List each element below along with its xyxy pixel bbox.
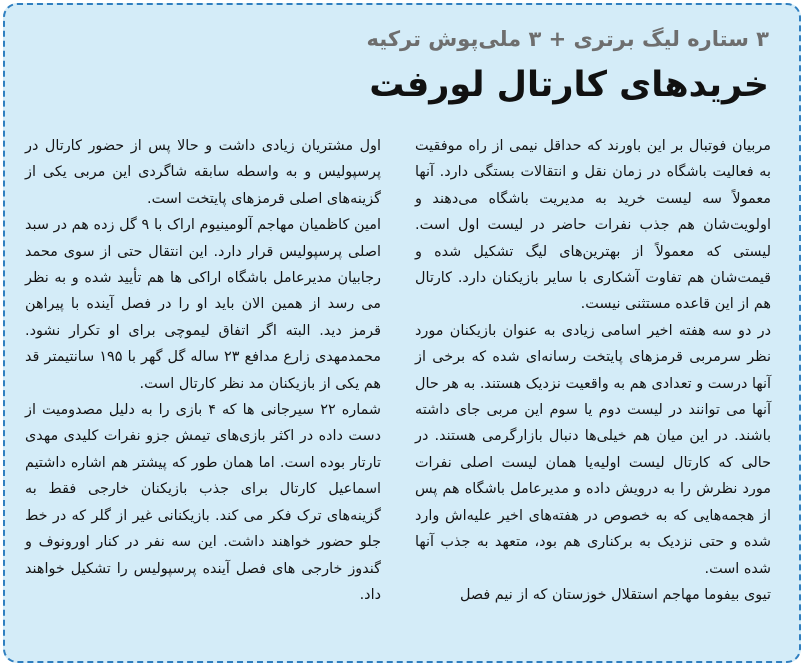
article-supertitle: ۳ ستاره لیگ برتری + ۳ ملی‌پوش ترکیه xyxy=(366,27,769,51)
body-paragraph: امین کاظمیان مهاجم آلومینیوم اراک با ۹ گل زده هم در سبد اصلی پرسپولیس قرار دارد. این انتقال حتی از سوی محمد رجابیان مدیرعامل باشگاه اراکی ها هم تأیید شده و به نظر می رسد از همین الان باید او را در فصل آینده با پیراهن قرمز دید. البته اگر اتفاق لیموچی برای او تکرار نشود. محمدمهدی زارع مدافع ۲۳ ساله گل گهر با ۱۹۵ سانتیمتر قد هم یکی از بازیکنان مد نظر کارتال است. xyxy=(25,217,381,392)
body-paragraph: تیوی بیفوما مهاجم استقلال خوزستان که از نیم فصل xyxy=(459,586,771,603)
column-left xyxy=(25,133,381,633)
body-paragraph: اول مشتریان زیادی داشت و حالا پس از حضور کارتال در پرسپولیس و به واسطه سابقه شاگردی این مربی یکی از گزینه‌های اصلی قرمزهای پایتخت است. xyxy=(25,138,381,207)
body-paragraph: در دو سه هفته اخیر اسامی زیادی به عنوان بازیکنان مورد نظر سرمربی قرمزهای پایتخت رسانه‌ای شده که برخی از آنها درست و تعدادی هم به واقعیت نزدیک هستند. به هر حال آنها می توانند در لیست دوم یا سوم این مربی جای داشته باشند. در این میان هم خیلی‌ها دنبال بازارگرمی هستند. در حالی که کارتال لیست اولیه‌یا همان لیست اصلی نفرات مورد نظرش را به درویش داده و مدیرعامل باشگاه هم پس از هجمه‌هایی که به خصوص در هفته‌های اخیر علیه‌اش وارد شده و حتی نزدیک به برکناری هم بود، متعهد به جذب آنها شده است. xyxy=(415,322,771,577)
article-body xyxy=(25,133,771,633)
body-paragraph: شماره ۲۲ سیرجانی ها که ۴ بازی را به دلیل مصدومیت از دست داده در اکثر بازی‌های تیمش جزو نفرات کلیدی مهدی تارتار بوده است. اما همان طور که پیشتر هم اشاره داشتیم اسماعیل کارتال برای جذب بازیکنان خارجی فقط به گزینه‌های ترک فکر می کند. بازیکنانی غیر از گلر که در خط جلو حضور خواهند داشت. این سه نفر در کنار اورونوف و گندوز خارجی های فصل آینده پرسپولیس را تشکیل خواهند داد. xyxy=(25,402,381,603)
column-right xyxy=(415,133,771,633)
body-paragraph: مربیان فوتبال بر این باورند که حداقل نیمی از راه موفقیت به فعالیت باشگاه در زمان نقل و انتقالات بستگی دارد. آنها معمولاً سه لیست خرید به مدیریت باشگاه می‌دهند و اولویت‌شان هم جذب نفرات حاضر در لیست اول است. لیستی که معمولاً از بهترین‌های لیگ تشکیل شده و قیمت‌شان هم تفاوت آشکاری با سایر بازیکنان دارد. کارتال هم از این قاعده مستثنی نیست. xyxy=(415,138,771,313)
article-box xyxy=(3,3,801,663)
article-headline: خریدهای کارتال لورفت xyxy=(369,65,769,105)
